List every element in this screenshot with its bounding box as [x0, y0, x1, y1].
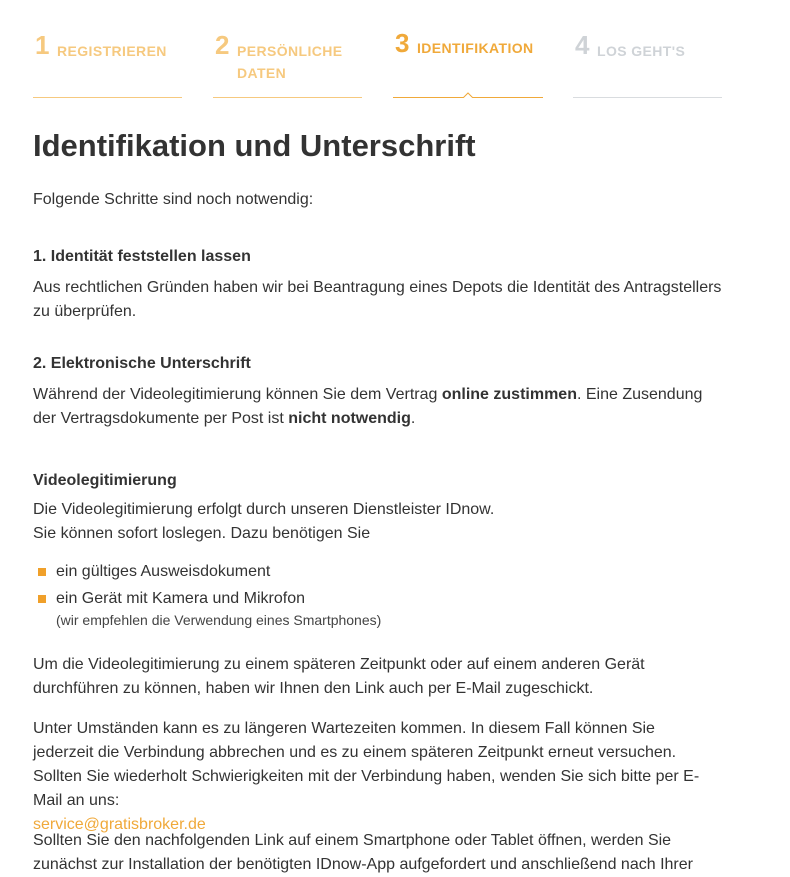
video-para1: Um die Videolegitimierung zu einem späteren Zeitpunkt oder auf einem anderen Gerät durchführen zu können, haben wir Ihnen den Link auch per E-Mail zugeschickt. — [33, 656, 645, 697]
requirements-list — [33, 560, 733, 629]
step-number: 3 — [395, 28, 410, 58]
step-identifikation — [393, 0, 543, 98]
step-number: 4 — [575, 30, 590, 60]
step-number: 1 — [35, 30, 50, 60]
intro-text: Folgende Schritte sind noch notwendig: — [33, 191, 314, 208]
step1-text: Aus rechtlichen Gründen haben wir bei Beantragung eines Depots die Identität des Antragstellers zu überprüfen. — [33, 279, 722, 320]
bullet-square-icon — [38, 595, 46, 603]
list-item: ein gültiges Ausweisdokument — [33, 560, 733, 584]
service-email-link[interactable]: service@gratisbroker.de — [33, 816, 206, 833]
step-label: REGISTRIEREN — [57, 43, 167, 59]
step-registrieren[interactable] — [33, 0, 182, 98]
step-label: LOS GEHT'S — [597, 43, 686, 59]
step2-heading: 2. Elektronische Unterschrift — [33, 355, 251, 372]
video-line2: Sie können sofort loslegen. Dazu benötigen Sie — [33, 525, 371, 542]
online-zustimmen-emphasis: online zustimmen — [441, 386, 577, 403]
video-line1: Die Videolegitimierung erfolgt durch unseren Dienstleister IDnow. — [33, 501, 495, 518]
step-label: IDENTIFIKATION — [417, 40, 534, 56]
video-heading: Videolegitimierung — [33, 472, 177, 489]
nicht-notwendig-emphasis: nicht notwendig — [288, 410, 411, 427]
progress-stepper — [33, 0, 723, 100]
step2-text: Während der Videolegitimierung können Sie dem Vertrag online zustimmen. Eine Zusendung der Vertragsdokumente per Post ist nicht notwendig. — [33, 386, 703, 427]
video-para2: Unter Umständen kann es zu längeren Wartezeiten kommen. In diesem Fall können Sie jederzeit die Verbindung abbrechen und es zu einem späteren Zeitpunkt erneut versuchen. Sollten Sie wiederholt Schwierigkeiten mit der Verbindung haben, wenden Sie sich bitte per E-Mail an uns: service@gratisbroker.de — [33, 720, 700, 833]
page-title: Identifikation und Unterschrift — [33, 128, 476, 163]
bullet-square-icon — [38, 568, 46, 576]
step-persoenliche-daten[interactable] — [213, 0, 362, 98]
step-number: 2 — [215, 30, 230, 60]
list-item: ein Gerät mit Kamera und Mikrofon (wir empfehlen die Verwendung eines Smartphones) — [33, 587, 733, 629]
step-underline — [33, 97, 182, 98]
step-underline — [213, 97, 362, 98]
smartphone-note: (wir empfehlen die Verwendung eines Smartphones) — [56, 612, 382, 628]
step-label: PERSÖNLICHE DATEN — [237, 43, 343, 81]
video-para3: Sollten Sie den nachfolgenden Link auf einem Smartphone oder Tablet öffnen, werden Sie zunächst zur Installation der benötigten IDnow-App aufgefordert und anschließend nach Ihrer — [33, 832, 693, 873]
step1-heading: 1. Identität feststellen lassen — [33, 248, 251, 265]
active-step-caret-icon — [463, 92, 473, 98]
step-los-gehts — [573, 0, 722, 98]
step-underline — [573, 97, 722, 98]
